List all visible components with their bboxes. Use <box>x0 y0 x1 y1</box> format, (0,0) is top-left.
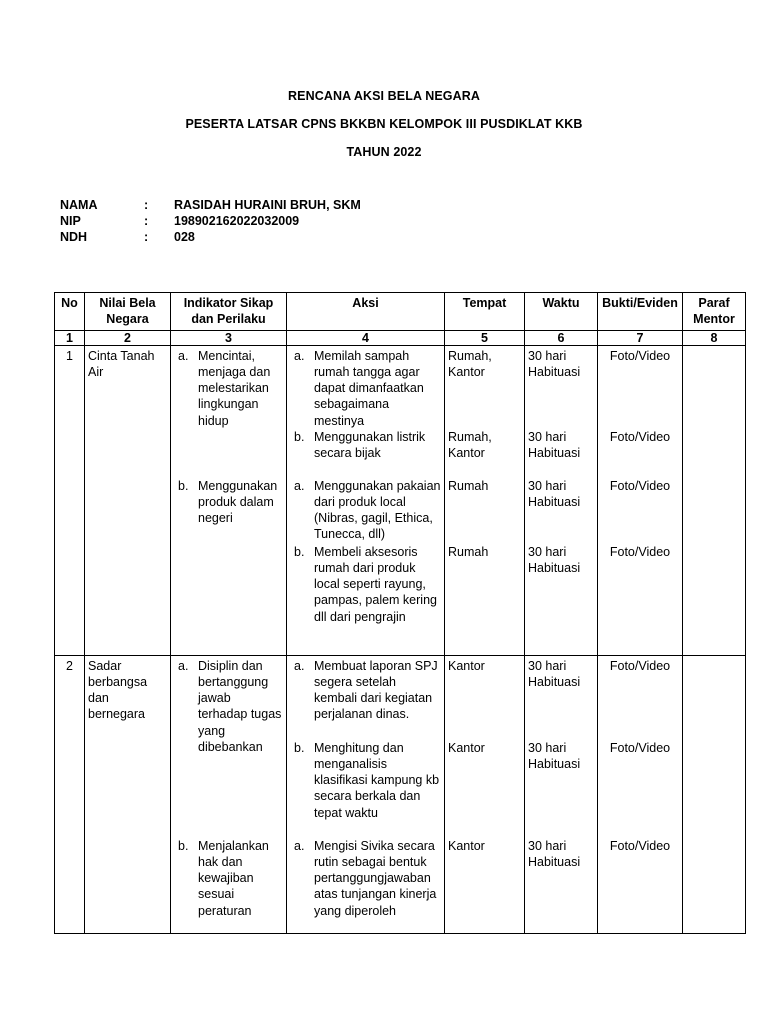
tempat-value: Rumah, Kantor <box>448 348 492 379</box>
item-text: Membeli aksesoris rumah dari produk local seperti rayung, pampas, palem kering dll dari pengrajin <box>314 544 437 624</box>
row-tempat <box>445 655 525 933</box>
row-aksi <box>287 655 445 933</box>
row-waktu <box>525 655 598 933</box>
waktu-value: 30 hari Habituasi <box>528 838 581 869</box>
item-letter: a. <box>294 658 305 673</box>
document-subtitle: PESERTA LATSAR CPNS BKKBN KELOMPOK III PUSDIKLAT KKB <box>185 117 583 131</box>
item-letter: b. <box>294 740 305 755</box>
item-letter: a. <box>294 478 305 493</box>
header-tempat: Tempat <box>445 293 525 331</box>
identity-key: NAMA <box>60 198 98 212</box>
col-number: 7 <box>598 330 683 345</box>
column-number-row <box>55 330 746 345</box>
col-number: 4 <box>287 330 445 345</box>
bukti-value: Foto/Video <box>609 658 671 673</box>
header-bukti: Bukti/Eviden <box>598 293 683 331</box>
header-row <box>55 293 746 331</box>
identity-sep: : <box>144 214 149 228</box>
header-paraf: Paraf Mentor <box>683 293 746 331</box>
col-number: 2 <box>85 330 171 345</box>
aksi-item <box>290 838 441 919</box>
col-number: 1 <box>55 330 85 345</box>
bukti-value: Foto/Video <box>609 348 671 363</box>
identity-key: NDH <box>60 230 88 244</box>
action-plan-table <box>54 292 746 934</box>
bukti-value: Foto/Video <box>609 544 671 559</box>
item-letter: a. <box>178 348 189 363</box>
col-number: 3 <box>171 330 287 345</box>
identity-value: 028 <box>174 230 195 244</box>
item-letter: b. <box>178 838 189 853</box>
aksi-item <box>290 544 441 625</box>
identity-value: RASIDAH HURAINI BRUH, SKM <box>174 198 361 212</box>
table-row <box>55 655 746 933</box>
waktu-value: 30 hari Habituasi <box>528 544 581 575</box>
item-text: Memilah sampah rumah tangga agar dapat dimanfaatkan sebagaimana mestinya <box>314 348 424 428</box>
item-letter: b. <box>294 429 305 444</box>
bukti-value: Foto/Video <box>609 838 671 853</box>
col-number: 8 <box>683 330 746 345</box>
tempat-value: Kantor <box>448 838 485 853</box>
identity-sep: : <box>144 198 149 212</box>
row-indikator <box>171 655 287 933</box>
item-letter: a. <box>294 348 305 363</box>
document-year: TAHUN 2022 <box>346 145 422 159</box>
indikator-item <box>174 348 283 478</box>
row-paraf <box>683 655 746 933</box>
row-nilai: Cinta Tanah Air <box>85 345 171 655</box>
aksi-item <box>290 429 441 478</box>
item-text: Mencintai, menjaga dan melestarikan lingkungan hidup <box>198 348 271 428</box>
tempat-value: Kantor <box>448 658 485 673</box>
aksi-item <box>290 740 441 838</box>
col-number: 6 <box>525 330 598 345</box>
tempat-value: Rumah, Kantor <box>448 429 492 460</box>
table-row <box>55 345 746 655</box>
indikator-item <box>174 658 283 838</box>
row-indikator <box>171 345 287 655</box>
identity-value: 198902162022032009 <box>174 214 300 228</box>
row-no: 2 <box>55 655 85 933</box>
header-waktu: Waktu <box>525 293 598 331</box>
aksi-item <box>290 478 441 544</box>
header-no: No <box>55 293 85 331</box>
item-text: Menggunakan produk dalam negeri <box>198 478 278 526</box>
item-letter: a. <box>178 658 189 673</box>
header-aksi: Aksi <box>287 293 445 331</box>
indikator-item <box>174 838 283 919</box>
bukti-value: Foto/Video <box>609 429 671 444</box>
item-text: Mengisi Sivika secara rutin sebagai bentuk pertanggungjawaban atas tunjangan kinerja yang diperoleh <box>314 838 437 918</box>
row-nilai: Sadar berbangsa dan bernegara <box>85 655 171 933</box>
waktu-value: 30 hari Habituasi <box>528 429 581 460</box>
col-number: 5 <box>445 330 525 345</box>
item-letter: b. <box>178 478 189 493</box>
tempat-value: Kantor <box>448 740 485 755</box>
item-text: Membuat laporan SPJ segera setelah kembali dari kegiatan perjalanan dinas. <box>314 658 438 722</box>
item-text: Menggunakan listrik secara bijak <box>314 429 426 460</box>
identity-sep: : <box>144 230 149 244</box>
header-nilai: Nilai Bela Negara <box>85 293 171 331</box>
bukti-value: Foto/Video <box>609 740 671 755</box>
item-text: Menghitung dan menganalisis klasifikasi kampung kb secara berkala dan tepat waktu <box>314 740 440 820</box>
row-bukti <box>598 655 683 933</box>
bukti-value: Foto/Video <box>609 478 671 493</box>
item-letter: a. <box>294 838 305 853</box>
waktu-value: 30 hari Habituasi <box>528 740 581 771</box>
item-text: Disiplin dan bertanggung jawab terhadap tugas yang dibebankan <box>198 658 282 755</box>
indikator-item <box>174 478 283 527</box>
waktu-value: 30 hari Habituasi <box>528 478 581 509</box>
aksi-item <box>290 658 441 740</box>
aksi-item <box>290 348 441 429</box>
document-title: RENCANA AKSI BELA NEGARA <box>288 89 480 103</box>
row-waktu <box>525 345 598 655</box>
row-bukti <box>598 345 683 655</box>
row-no: 1 <box>55 345 85 655</box>
waktu-value: 30 hari Habituasi <box>528 348 581 379</box>
identity-key: NIP <box>60 214 81 228</box>
row-paraf <box>683 345 746 655</box>
waktu-value: 30 hari Habituasi <box>528 658 581 689</box>
tempat-value: Rumah <box>448 544 489 559</box>
item-text: Menggunakan pakaian dari produk local (Nibras, gagil, Ethica, Tunecca, dll) <box>314 478 441 542</box>
item-text: Menjalankan hak dan kewajiban sesuai peraturan <box>198 838 269 918</box>
tempat-value: Rumah <box>448 478 489 493</box>
item-letter: b. <box>294 544 305 559</box>
row-tempat <box>445 345 525 655</box>
row-aksi <box>287 345 445 655</box>
header-indikator: Indikator Sikap dan Perilaku <box>171 293 287 331</box>
